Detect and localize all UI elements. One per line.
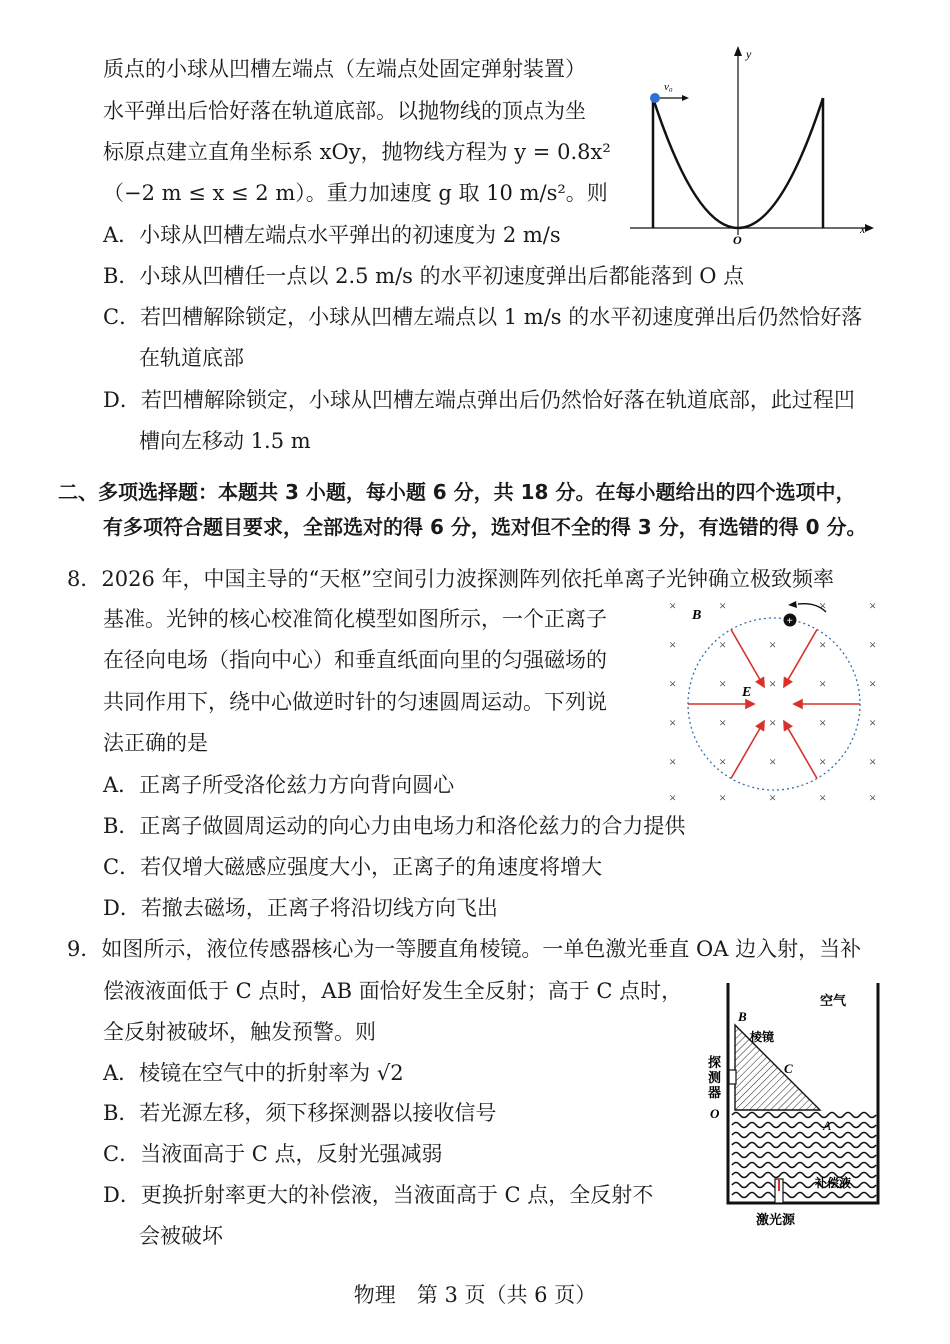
q9-option-d-cont: 会被破坏 [139, 1224, 223, 1248]
q7-option-c-cont: 在轨道底部 [139, 346, 244, 370]
q9-stem-line-3: 全反射被破坏，触发预警。则 [103, 1020, 376, 1044]
label-detector-3: 器 [708, 1085, 722, 1100]
e-field-line [731, 630, 764, 687]
field-cross-icon: × [769, 676, 777, 691]
q7-stem-line-1: 质点的小球从凹槽左端点（左端点处固定弹射装置） [103, 57, 586, 81]
field-cross-icon: × [869, 637, 877, 652]
e-field-arrow-head-icon [784, 678, 791, 687]
q8-stem-line-3: 在径向电场（指向中心）和垂直纸面向里的匀强磁场的 [103, 648, 607, 672]
field-cross-icon: × [769, 637, 777, 652]
field-cross-icon: × [869, 790, 877, 805]
label-air: 空气 [820, 993, 847, 1008]
y-axis-arrow-icon [734, 46, 742, 56]
field-cross-icon: × [869, 715, 877, 730]
e-field-arrow-head-icon [746, 700, 754, 708]
label-detector-1: 探 [708, 1055, 722, 1070]
label-y: y [746, 47, 752, 61]
magnetic-field-crosses [669, 598, 876, 805]
q8-option-c: C．若仅增大磁感应强度大小，正离子的角速度将增大 [103, 855, 603, 879]
field-cross-icon: × [719, 715, 727, 730]
q9-stem-line-2: 偿液液面低于 C 点时，AB 面恰好发生全反射；高于 C 点时， [103, 979, 683, 1003]
ion-field-figure [660, 592, 890, 807]
q8-option-b: B．正离子做圆周运动的向心力由电场力和洛伦兹力的合力提供 [103, 814, 686, 838]
q8-stem-line-4: 共同作用下，绕中心做逆时针的匀速圆周运动。下列说 [103, 690, 607, 714]
q7-stem-line-3: 标原点建立直角坐标系 xOy，抛物线方程为 y = 0.8x² [103, 140, 611, 164]
field-cross-icon: × [819, 676, 827, 691]
q8-option-d: D．若撤去磁场，正离子将沿切线方向飞出 [103, 896, 498, 920]
field-cross-icon: × [769, 715, 777, 730]
wave-line [732, 1153, 876, 1158]
prism [735, 1025, 820, 1110]
label-o: O [710, 1106, 720, 1121]
field-cross-icon: × [669, 790, 677, 805]
q7-option-d-cont: 槽向左移动 1.5 m [139, 429, 311, 453]
level-sensor-figure [700, 975, 890, 1235]
wave-line [732, 1113, 876, 1118]
wave-line [732, 1173, 876, 1178]
e-field-line [731, 721, 764, 778]
label-laser: 激光源 [756, 1212, 796, 1227]
field-cross-icon: × [819, 598, 827, 613]
label-origin: O [733, 233, 742, 247]
field-cross-icon: × [719, 637, 727, 652]
q8-option-a: A．正离子所受洛伦兹力方向背向圆心 [103, 773, 455, 797]
e-field-line [784, 630, 817, 687]
q7-stem-line-4: （−2 m ≤ x ≤ 2 m）。重力加速度 g 取 10 m/s²。则 [103, 181, 608, 205]
label-b: B [738, 1009, 747, 1024]
wave-line [732, 1163, 876, 1168]
wave-line [732, 1133, 876, 1138]
wave-line [732, 1183, 876, 1188]
e-field-line [784, 721, 817, 778]
ion-sign: + [786, 615, 793, 627]
q7-option-b: B．小球从凹槽任一点以 2.5 m/s 的水平初速度弹出后都能落到 O 点 [103, 264, 745, 288]
field-cross-icon: × [869, 676, 877, 691]
velocity-arrow-head-icon [682, 95, 689, 101]
ball [650, 93, 660, 103]
page-footer: 物理 第 3 页（共 6 页） [353, 1283, 597, 1307]
field-cross-icon: × [669, 598, 677, 613]
q9-option-a: A．棱镜在空气中的折射率为 √2 [103, 1061, 404, 1085]
q7-stem-line-2: 水平弹出后恰好落在轨道底部。以抛物线的顶点为坐 [103, 99, 586, 123]
section2-heading-line-2: 有多项符合题目要求，全部选对的得 6 分，选对但不全的得 3 分，有选错的得 0 分。 [103, 515, 867, 539]
q7-option-d: D．若凹槽解除锁定，小球从凹槽左端点弹出后仍然恰好落在轨道底部，此过程凹 [103, 388, 855, 412]
detector [729, 1070, 736, 1084]
q9-option-d: D．更换折射率更大的补偿液，当液面高于 C 点，全反射不 [103, 1183, 654, 1207]
label-b: B [692, 608, 702, 623]
field-cross-icon: × [669, 676, 677, 691]
compensation-liquid-waves [732, 1113, 876, 1198]
e-field-arrow-head-icon [794, 700, 802, 708]
x-axis-arrow-icon [865, 224, 874, 232]
label-v0: v₀ [664, 81, 673, 93]
section2-heading-line-1: 二、多项选择题：本题共 3 小题，每小题 6 分，共 18 分。在每小题给出的四个选项中， [58, 480, 856, 504]
q9-stem-line-1: 9．如图所示，液位传感器核心为一等腰直角棱镜。一单色激光垂直 OA 边入射，当补 [67, 937, 862, 961]
groove-figure [620, 40, 880, 250]
field-cross-icon: × [819, 637, 827, 652]
label-c: C [784, 1061, 793, 1076]
field-cross-icon: × [669, 754, 677, 769]
e-field-arrow-head-icon [757, 678, 764, 687]
field-cross-icon: × [819, 715, 827, 730]
field-cross-icon: × [669, 637, 677, 652]
label-detector-2: 测 [708, 1070, 722, 1085]
q9-option-b: B．若光源左移，须下移探测器以接收信号 [103, 1101, 497, 1125]
field-cross-icon: × [719, 598, 727, 613]
wave-line [732, 1143, 876, 1148]
label-x: x [860, 222, 866, 236]
field-cross-icon: × [769, 754, 777, 769]
label-a: A [823, 1118, 831, 1133]
field-cross-icon: × [769, 790, 777, 805]
q8-stem-line-1: 8．2026 年，中国主导的“天枢”空间引力波探测阵列依托单离子光钟确立极致频率 [67, 567, 834, 591]
field-cross-icon: × [719, 676, 727, 691]
field-cross-icon: × [719, 754, 727, 769]
q8-stem-line-5: 法正确的是 [103, 731, 208, 755]
field-cross-icon: × [669, 715, 677, 730]
motion-arrow-head-icon [788, 601, 797, 608]
e-field-arrow-head-icon [784, 721, 791, 730]
wave-line [732, 1193, 876, 1198]
label-e: E [742, 685, 752, 700]
field-cross-icon: × [819, 754, 827, 769]
q8-stem-line-2: 基准。光钟的核心校准简化模型如图所示，一个正离子 [103, 607, 607, 631]
field-cross-icon: × [869, 754, 877, 769]
wave-line [732, 1123, 876, 1128]
label-prism: 棱镜 [750, 1030, 775, 1044]
field-cross-icon: × [869, 598, 877, 613]
field-cross-icon: × [819, 790, 827, 805]
q7-option-c: C．若凹槽解除锁定，小球从凹槽左端点以 1 m/s 的水平初速度弹出后仍然恰好落 [103, 305, 863, 329]
q7-option-a: A．小球从凹槽左端点水平弹出的初速度为 2 m/s [103, 223, 561, 247]
q9-option-c: C．当液面高于 C 点，反射光强减弱 [103, 1142, 443, 1166]
label-liquid: 补偿液 [815, 1176, 852, 1190]
e-field-arrow-head-icon [757, 721, 764, 730]
field-cross-icon: × [719, 790, 727, 805]
